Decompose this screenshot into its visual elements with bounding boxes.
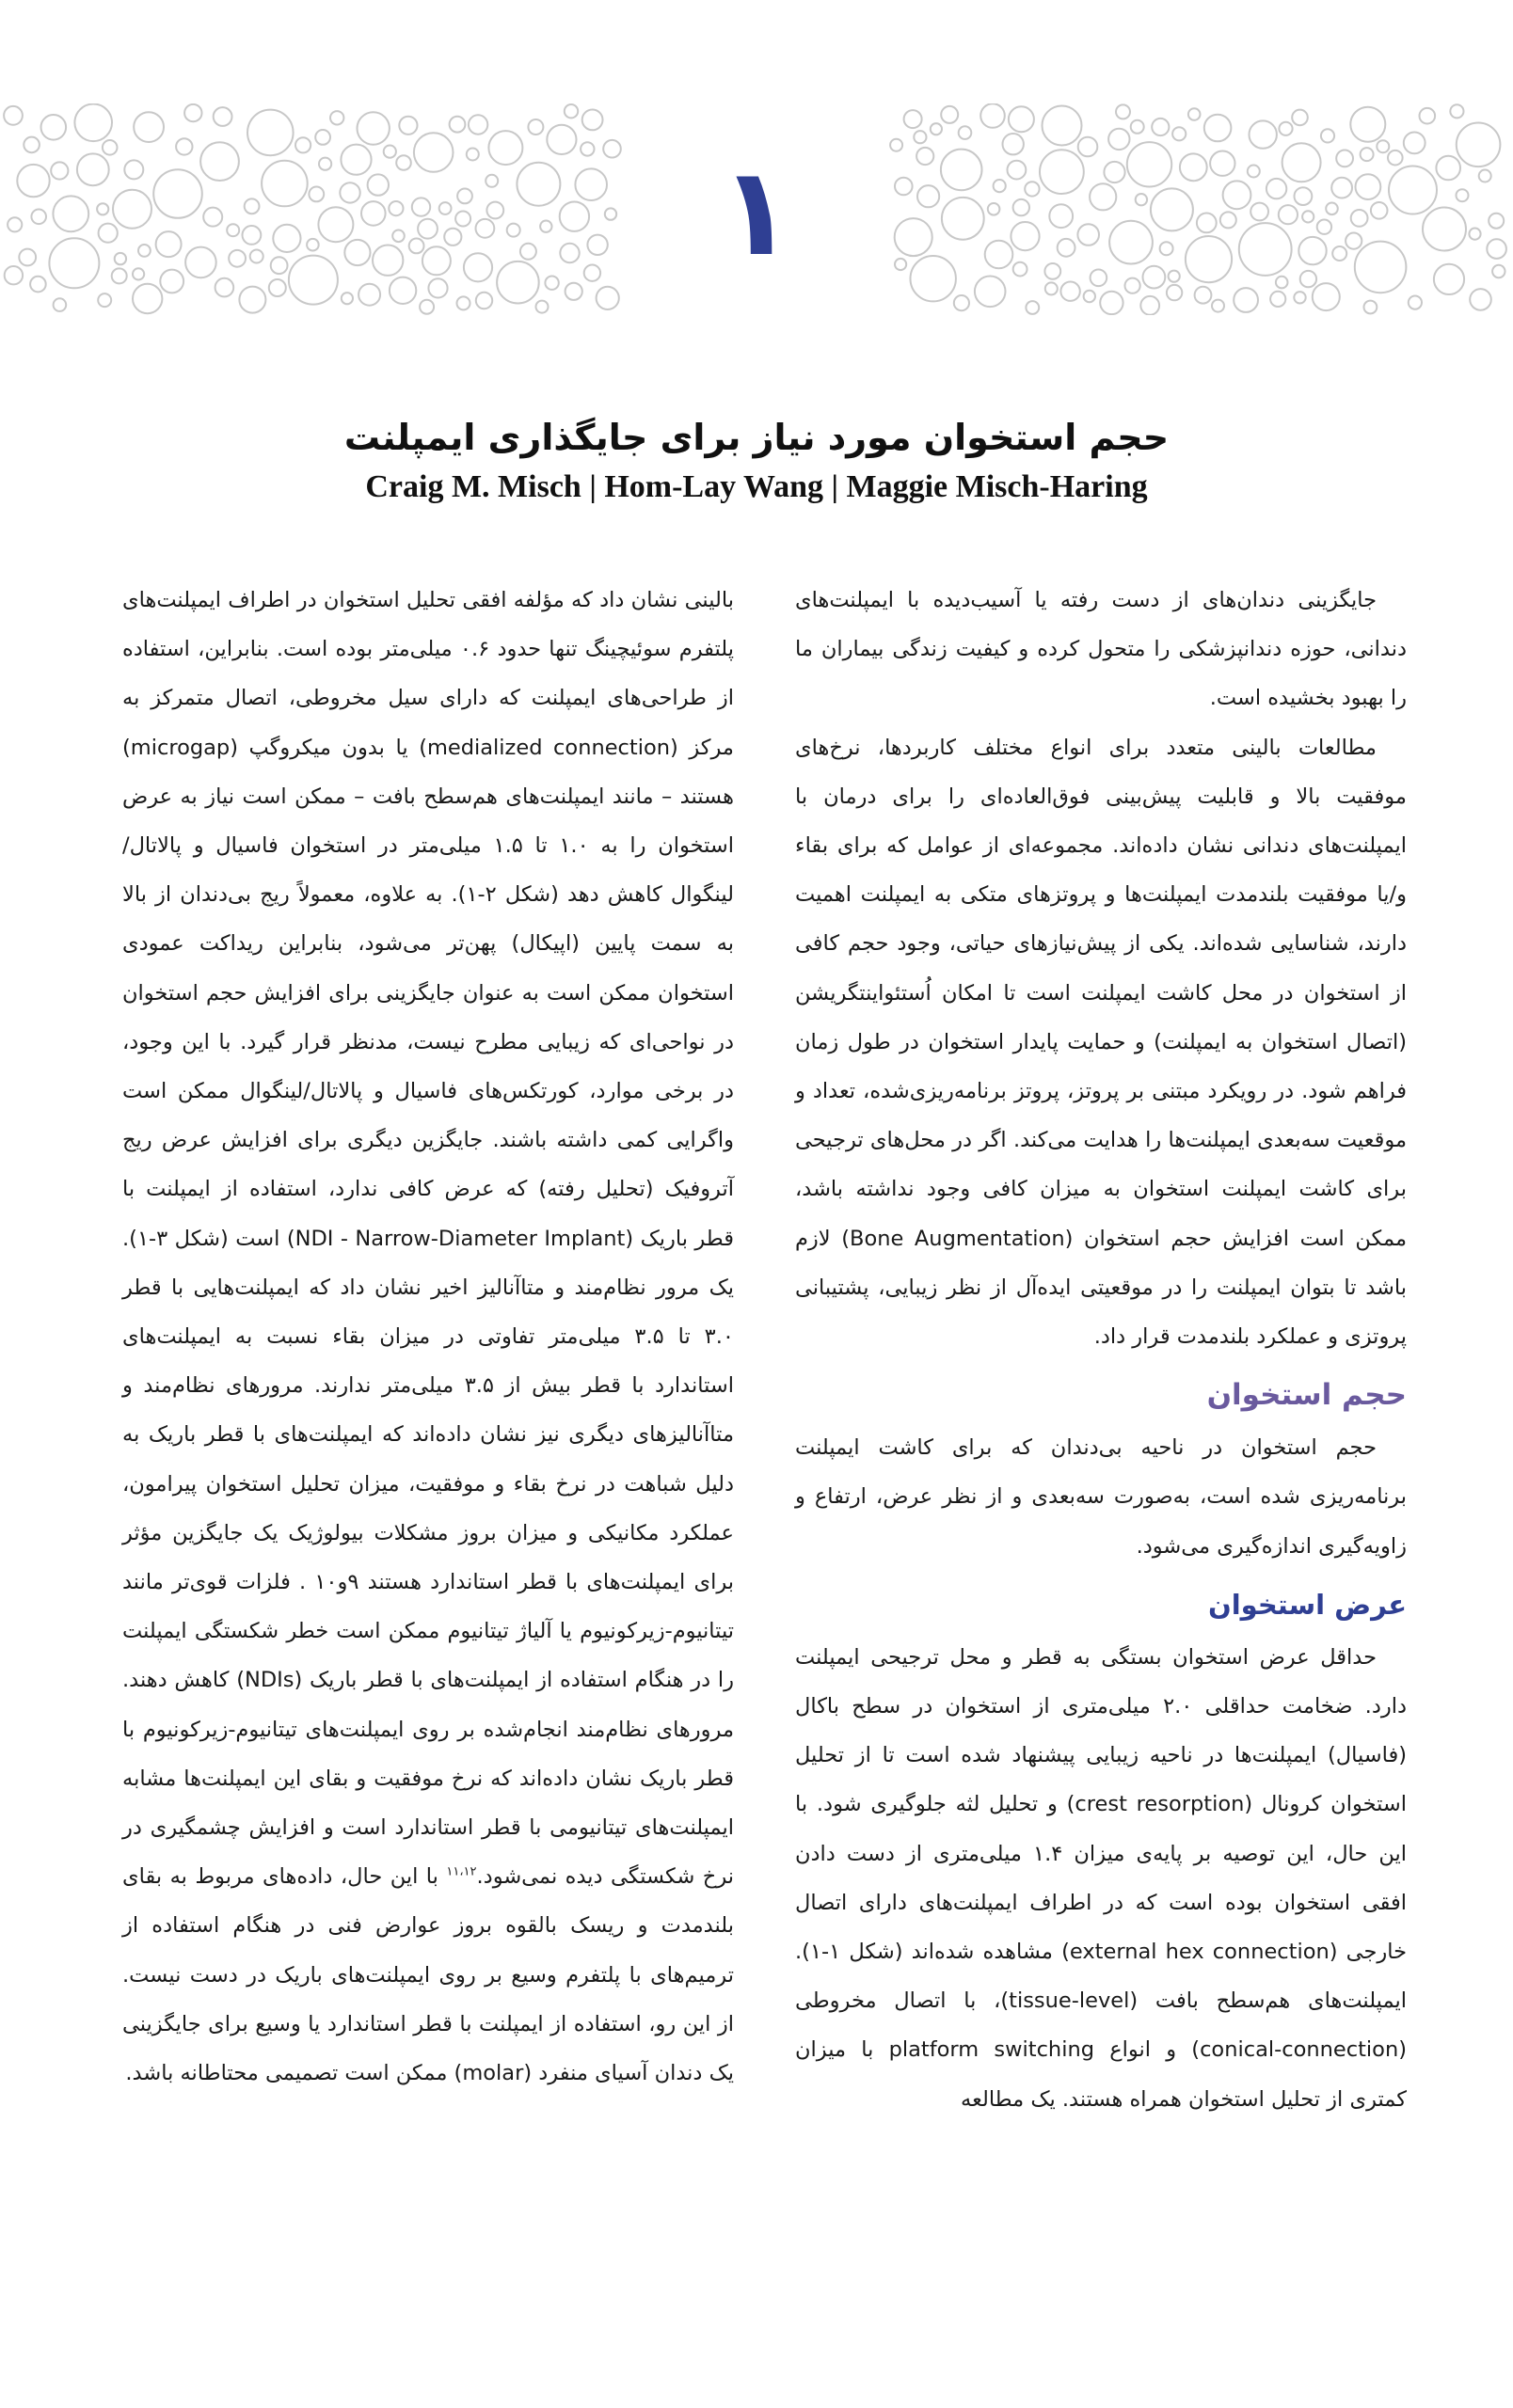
reference-superscript: ۱۱،۱۲ bbox=[446, 1864, 477, 1879]
pattern-circle bbox=[476, 293, 492, 309]
pattern-circle bbox=[420, 300, 434, 314]
pattern-circle bbox=[4, 106, 23, 125]
pattern-circle bbox=[74, 104, 112, 142]
pattern-circle bbox=[1470, 289, 1491, 310]
pattern-circle bbox=[1279, 122, 1292, 135]
pattern-circle bbox=[565, 283, 582, 300]
pattern-circle bbox=[1026, 301, 1039, 314]
pattern-circle bbox=[98, 293, 111, 307]
pattern-circle bbox=[904, 110, 922, 128]
pattern-circle bbox=[1167, 285, 1182, 300]
pattern-circle bbox=[1188, 108, 1201, 120]
pattern-circle bbox=[214, 107, 232, 126]
pattern-circle bbox=[1292, 110, 1308, 126]
intro-paragraph: جایگزینی دندان‌های از دست رفته یا آسیب‌دیده با ایمپلنت‌های دندانی، حوزه دندانپزشکی را متحول کرده و کیفیت زندگی بیماران ما را بهبود بخشیده است. bbox=[795, 588, 1407, 711]
pattern-circle bbox=[1313, 283, 1340, 310]
pattern-circle bbox=[536, 301, 549, 313]
pattern-circle bbox=[1195, 287, 1212, 304]
pattern-circle bbox=[1060, 282, 1079, 301]
subsection-heading-bone-width: عرض استخوان bbox=[1207, 1588, 1407, 1621]
pattern-circle bbox=[1204, 115, 1232, 142]
pattern-circle bbox=[358, 284, 380, 306]
pattern-circle bbox=[450, 117, 466, 133]
pattern-circle bbox=[469, 115, 487, 134]
pattern-circle bbox=[41, 115, 67, 140]
pattern-circle bbox=[582, 110, 603, 131]
pattern-circle bbox=[941, 106, 958, 123]
pattern-circle bbox=[1350, 107, 1385, 142]
pattern-circle bbox=[457, 296, 470, 309]
pattern-circle bbox=[1364, 301, 1378, 314]
pattern-circle bbox=[980, 103, 1005, 128]
pattern-circle bbox=[1009, 106, 1034, 132]
pattern-circle bbox=[954, 295, 969, 310]
pattern-circle bbox=[54, 298, 67, 311]
pattern-circle bbox=[184, 104, 201, 121]
pattern-circle bbox=[1152, 119, 1169, 135]
pattern-circle bbox=[330, 111, 343, 124]
left-column bbox=[122, 576, 734, 2098]
pattern-circle bbox=[528, 119, 543, 135]
pattern-circle bbox=[358, 112, 390, 144]
pattern-circle bbox=[133, 284, 162, 313]
continued-paragraph-text: بالینی نشان داد که مؤلفه افقی تحلیل استخوان در اطراف ایمپلنت‌های پلتفرم سوئیچینگ تنها حدود ۰.۶ میلی‌متر بوده است. بنابراین، استفاده از طراحی‌های ایمپلنت که دارای سیل مخروطی، اتصال متمرکز به مرکز (medialized connection) یا بدون میکروگپ (microgap) هستند – مانند ایمپلنت‌های هم‌سطح بافت – ممکن است نیاز به عرض استخوان را به ۱.۰ تا ۱.۵ میلی‌متر در استخوان فاسیال و پالاتال/لینگوال کاهش دهد (شکل ۲-۱). به علاوه، معمولاً ریج بی‌دندان از بالا به سمت پایین (اپیکال) پهن‌تر می‌شود، بنابراین ریداکت عمودی استخوان ممکن است به عنوان جایگزینی برای افزایش حجم استخوان در نواحی‌ای که زیبایی مطرح نیست، مدنظر قرار گیرد. با این وجود، در برخی موارد، کورتکس‌های فاسیال و پالاتال/لینگوال ممکن است واگرایی کمی داشته باشند. جایگزین دیگری برای افزایش عرض ریج آتروفیک (تحلیل رفته) که عرض کافی ندارد، استفاده از ایمپلنت با قطر باریک (NDI - Narrow-Diameter Implant) است (شکل ۳-۱). یک مرور نظام‌مند و متاآنالیز اخیر نشان داد که ایمپلنت‌هایی با قطر ۳.۰ تا ۳.۵ میلی‌متر تفاوتی در میزان بقاء نسبت به ایمپلنت‌های استاندارد با قطر بیش از ۳.۵ میلی‌متر ندارند. مرورهای نظام‌مند و متاآنالیزهای دیگری نیز نشان داده‌اند که ایمپلنت‌های با قطر باریک به دلیل شباهت در نرخ بقاء و موفقیت، میزان تحلیل استخوان پیرامون، عملکرد مکانیکی و میزان بروز مشکلات بیولوژیک یک جایگزین مؤثر برای ایمپلنت‌های با قطر استاندارد هستند ۹و۱۰ . فلزات قوی‌تر مانند تیتانیوم-زیرکونیوم یا آلیاژ تیتانیوم ممکن است خطر شکستگی ایمپلنت را در هنگام استفاده از ایمپلنت‌های با قطر باریک (NDIs) کاهش دهند. مرورهای نظام‌مند انجام‌شده بر روی ایمپلنت‌های تیتانیوم-زیرکونیوم با قطر باریک نشان داده‌اند که نرخ موفقیت و بقای این ایمپلنت‌ها مشابه ایمپلنت‌های تیتانیومی با قطر استاندارد است و افزایش چشمگیری در نرخ شکستگی دیده نمی‌شود. bbox=[122, 588, 735, 1890]
chapter-number: ۱ bbox=[719, 140, 794, 283]
pattern-circle bbox=[931, 123, 942, 135]
pattern-circle bbox=[1294, 292, 1305, 303]
continued-paragraph-end: با این حال، داده‌های مربوط به بقای بلندمدت و ریسک بالقوه بروز عوارض فنی در هنگام استفاده از ترمیم‌های با پلتفرم وسیع بر روی ایمپلنت‌های باریک در دست نیست. از این رو، استفاده از ایمپلنت با قطر استاندارد یا وسیع برای جایگزینی یک دندان آسیای منفرد (molar) ممکن است تصمیمی محتاطانه باشد. bbox=[122, 1864, 734, 2086]
pattern-circle bbox=[1409, 296, 1422, 309]
pattern-circle bbox=[1045, 282, 1058, 294]
continued-paragraph bbox=[122, 576, 734, 2098]
article-authors: Craig M. Misch | Hom-Lay Wang | Maggie Misch-Haring bbox=[365, 469, 1148, 504]
article-title: حجم استخوان مورد نیاز برای جایگذاری ایمپلنت bbox=[343, 417, 1170, 459]
bone-width-paragraph: حداقل عرض استخوان بستگی به قطر و محل ترجیحی ایمپلنت دارد. ضخامت حداقلی ۲.۰ میلی‌متری از استخوان در سطح باکال (فاسیال) ایمپلنت‌ها در ناحیه زیبایی پیشنهاد شده است تا از تحلیل استخوان کرونال (crest resorption) و تحلیل لثه جلوگیری شود. با این حال، این توصیه بر پایه‌ی میزان ۱.۴ میلی‌متری از دست دادن افقی استخوان بوده است که در اطراف ایمپلنت‌های دارای اتصال خارجی (external hex connection) مشاهده شده‌اند (شکل ۱-۱). ایمپلنت‌های هم‌سطح بافت (tissue-level)، با اتصال مخروطی (conical-connection) و انواع platform switching با میزان کمتری از تحلیل استخوان همراه هستند. یک مطالعه bbox=[795, 1644, 1407, 2112]
pattern-circle bbox=[597, 287, 619, 309]
pattern-circle bbox=[1140, 296, 1159, 315]
right-column bbox=[795, 576, 1407, 2124]
pattern-circle bbox=[239, 287, 265, 313]
pattern-circle bbox=[1212, 300, 1224, 312]
section-heading-bone-volume: حجم استخوان bbox=[1206, 1378, 1407, 1413]
pattern-circle bbox=[565, 104, 578, 118]
pattern-circle bbox=[1450, 104, 1463, 118]
pattern-circle bbox=[399, 117, 417, 135]
pattern-circle bbox=[1420, 108, 1436, 124]
pattern-circle bbox=[1116, 104, 1130, 119]
pattern-circle bbox=[1100, 292, 1123, 314]
pattern-circle bbox=[959, 126, 972, 139]
pattern-circle bbox=[1043, 106, 1082, 146]
pattern-circle bbox=[1131, 120, 1144, 134]
pattern-circle bbox=[1084, 291, 1095, 302]
clinical-studies-paragraph: مطالعات بالینی متعدد برای انواع مختلف کاربردها، نرخ‌های موفقیت بالا و قابلیت پیش‌بینی فوق‌العاده‌ای را برای درمان با ایمپلنت‌های دندانی نشان داده‌اند. مجموعه‌ای از عوامل که برای بقاء و/یا موفقیت بلندمدت ایمپلنت‌ها و پروتزهای متکی به ایمپلنت اهمیت دارند، شناسایی شده‌اند. یکی از پیش‌نیازهای حیاتی، وجود حجم کافی از استخوان در محل کاشت ایمپلنت است تا امکان اُستئواینتگریشن (اتصال استخوان به ایمپلنت) و حمایت پایدار استخوان در طول زمان فراهم شود. در رویکرد مبتنی بر پروتز، پروتز برنامه‌ریزی‌شده، تعداد و موقعیت سه‌بعدی ایمپلنت‌ها را هدایت می‌کند. اگر در محل‌های ترجیحی برای کاشت ایمپلنت استخوان به میزان کافی وجود نداشته باشد، ممکن است افزایش حجم استخوان (Bone Augmentation) لازم باشد تا بتوان ایمپلنت را در موقعیتی ایده‌آل از نظر زیبایی، پشتیبانی پروتزی و عملکرد بلندمدت قرار داد. bbox=[795, 735, 1408, 1350]
bone-volume-paragraph: حجم استخوان در ناحیه بی‌دندان که برای کاشت ایمپلنت برنامه‌ریزی شده است، به‌صورت سه‌بعدی و از نظر عرض، ارتفاع و زاویه‌گیری اندازه‌گیری می‌شود. bbox=[795, 1435, 1407, 1559]
pattern-circle bbox=[342, 293, 353, 304]
pattern-circle bbox=[1234, 288, 1258, 312]
pattern-circle bbox=[1270, 292, 1285, 307]
pattern-circle bbox=[134, 112, 164, 142]
pattern-circle bbox=[1172, 127, 1186, 140]
